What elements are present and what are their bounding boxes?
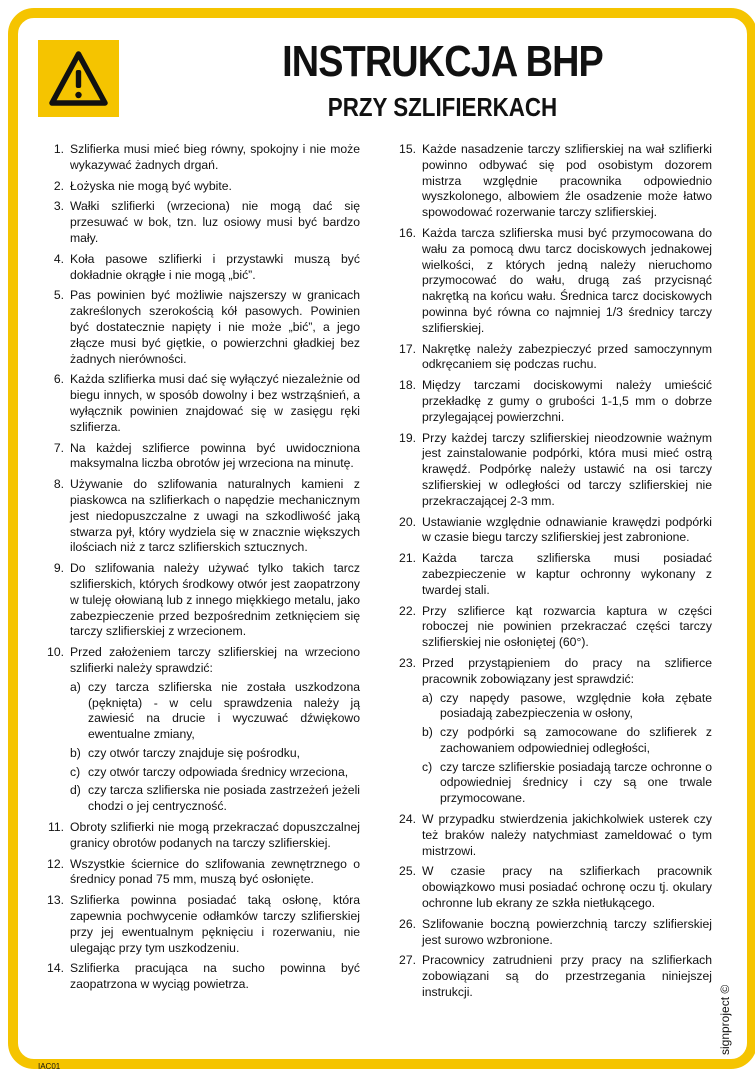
item-number: 15. xyxy=(399,142,416,156)
item-text: Przed przystąpieniem do pracy na szlifierce pracownik zobowiązany jest sprawdzić: xyxy=(422,655,712,686)
item-text: Nakrętkę należy zabezpieczyć przed samoczynnym odkręcaniem się podczas ruchu. xyxy=(422,341,712,372)
sub-item-text: czy napędy pasowe, względnie koła zębate posiadają zabezpieczenia w osłony, xyxy=(440,690,712,721)
instruction-item xyxy=(38,961,360,993)
sub-item-text: czy tarcza szlifierska nie została uszkodzona (pęknięta) - w celu sprawdzenia należy ją zawiesić na drucie i wyczuwać dźwiękowo ewentualne zmiany, xyxy=(88,679,360,742)
item-text: Między tarczami dociskowymi należy umieścić przekładkę z gumy o grubości 1-1,5 mm o dobrze przylegającej powierzchni. xyxy=(422,378,712,424)
item-number: 18. xyxy=(399,378,416,393)
instruction-item xyxy=(38,179,360,195)
instruction-item xyxy=(38,561,360,640)
sub-item-letter: b) xyxy=(70,745,81,760)
item-text: Wszystkie ściernice do szlifowania zewnętrznego o średnicy ponad 75 mm, muszą być osłonięte. xyxy=(70,856,360,887)
item-text: Każde nasadzenie tarczy szlifierskiej na wał szlifierki powinno odbywać się pod osobistym dozorem mistrza względnie pracownika odpowiednio wyszkolonego, albowiem źle osadzenie może łatwo spowodować rozerwanie tarczy szlifierskiej. xyxy=(422,142,712,220)
instruction-item xyxy=(390,656,712,807)
sub-item-text: czy otwór tarczy znajduje się pośrodku, xyxy=(88,745,301,760)
item-text: W przypadku stwierdzenia jakichkolwiek usterek czy też braków należy natychmiast zameldować o tym mistrzowi. xyxy=(422,812,712,858)
item-text: Do szlifowania należy używać tylko takich tarcz szlifierskich, których środkowy otwór jest zaopatrzony w tuleję ołowianą lub z innego miękkiego metalu, jako zabezpieczenie przed bezpośrednim zetknięciem się tarczy szlifierskiej z wrzecionem. xyxy=(70,561,360,639)
item-text: Obroty szlifierki nie mogą przekraczać dopuszczalnej granicy obrotów podanych na tarczy szlifierskiej. xyxy=(70,820,360,850)
page-title: INSTRUKCJA BHP xyxy=(282,37,603,86)
item-text: Przy każdej tarczy szlifierskiej nieodzownie ważnym jest zainstalowanie podpórki, która musi mieć ostrą krawędź. Podpórkę należy ustawić na osi tarczy szlifierskiej w odległości od tarczy szlifierskiej nie przekraczającej 2-3 mm. xyxy=(422,430,712,508)
item-number: 16. xyxy=(399,225,416,240)
item-number: 4. xyxy=(53,251,64,266)
instruction-item xyxy=(38,288,360,367)
instruction-item xyxy=(38,372,360,435)
instruction-item xyxy=(38,857,360,889)
item-text: W czasie pracy na szlifierkach pracownik obowiązkowo musi posiadać ochronę oczu tj. okulary ochronne lub ekrany ze szkła nietłukącego. xyxy=(422,864,712,911)
sub-item-text: czy tarcza szlifierska nie posiada zastrzeżeń jeżeli chodzi o jej centryczność. xyxy=(88,783,360,814)
item-text: Na każdej szlifierce powinna być uwidoczniona maksymalna liczba obrotów jej wrzeciona na minutę. xyxy=(70,440,360,471)
instruction-item xyxy=(38,820,360,852)
instruction-item xyxy=(38,893,360,956)
sub-item-letter: a) xyxy=(422,690,433,705)
sub-item xyxy=(422,725,712,757)
warning-triangle-icon xyxy=(38,40,119,117)
item-text: Szlifierka musi mieć bieg równy, spokojny i nie może wykazywać żadnych drgań. xyxy=(70,142,360,172)
sub-item xyxy=(422,691,712,723)
sub-item xyxy=(70,680,360,743)
sub-item-letter: d) xyxy=(70,783,81,798)
item-number: 2. xyxy=(53,178,64,193)
instruction-item xyxy=(390,953,712,1000)
item-number: 23. xyxy=(399,655,416,670)
sub-item xyxy=(70,783,360,815)
item-text: Pas powinien być możliwie najszerszy w granicach zakreślonych szerokością kół pasowych. Powinien być dostatecznie napięty i nie może „bić”, a jego złącze musi być giętkie, o powierzchni gładkiej bez żadnych nierówności. xyxy=(70,288,360,366)
document-code: IAC01 xyxy=(38,1062,61,1071)
right-column xyxy=(390,142,712,1006)
item-number: 8. xyxy=(53,477,64,492)
sub-item xyxy=(422,760,712,807)
item-number: 25. xyxy=(399,864,416,879)
item-number: 20. xyxy=(399,514,416,529)
instruction-item xyxy=(390,431,712,510)
item-text: Wałki szlifierki (wrzeciona) nie mogą dać się przesuwać w bok, tzn. luz osiowy musi być bardzo mały. xyxy=(70,199,360,245)
item-number: 21. xyxy=(399,551,416,566)
warning-sign xyxy=(38,40,119,117)
item-number: 27. xyxy=(399,953,416,968)
item-text: Szlifowanie boczną powierzchnią tarczy szlifierskiej jest surowo wzbronione. xyxy=(422,916,712,947)
instruction-item xyxy=(390,551,712,598)
instruction-item xyxy=(38,645,360,815)
sub-item-letter: a) xyxy=(70,679,81,694)
item-text: Każda tarcza szlifierska musi być przymocowana do wału za pomocą dwu tarcz dociskowych jednakowej wielkości, z których jedną należy nieruchomo przymocować do wału, drugą zaś przycisnąć nakrętką na końcu wału. Średnica tarcz dociskowych powinna być równa co najmniej 1/3 średnicy tarczy szlifierskiej. xyxy=(422,225,712,335)
item-text: Koła pasowe szlifierki i przystawki muszą być dokładnie okrągłe i nie mogą „bić”. xyxy=(70,251,360,282)
page-subtitle: PRZY SZLIFIERKACH xyxy=(327,92,558,122)
item-number: 26. xyxy=(399,916,416,931)
item-text: Szlifierka powinna posiadać taką osłonę, która zapewnia pochwycenie odłamków tarczy szlifierskiej przy jej ewentualnym pęknięciu i rozerwaniu, nie ulegając przy tym uszkodzeniu. xyxy=(70,893,360,955)
item-number: 13. xyxy=(47,893,64,908)
item-number: 19. xyxy=(399,430,416,445)
sub-item-text: czy podpórki są zamocowane do szlifierek z zachowaniem odpowiedniej odległości, xyxy=(440,725,712,755)
instruction-item xyxy=(38,441,360,473)
left-column xyxy=(38,142,360,998)
instruction-item xyxy=(390,515,712,547)
sub-item-text: czy tarcze szlifierskie posiadają tarcze ochronne o odpowiedniej średnicy i czy są one trwale przymocowane. xyxy=(440,759,712,806)
item-text: Pracownicy zatrudnieni przy pracy na szlifierkach zobowiązani są do przestrzegania niniejszej instrukcji. xyxy=(422,953,712,1000)
item-number: 1. xyxy=(53,142,64,156)
item-number: 9. xyxy=(53,561,64,576)
instruction-item xyxy=(390,917,712,949)
instruction-item xyxy=(38,252,360,284)
instruction-item xyxy=(38,142,360,174)
item-text: Ustawianie względnie odnawianie krawędzi podpórki w czasie biegu tarczy szlifierskiej jest zabronione. xyxy=(422,514,712,545)
sub-item xyxy=(70,765,360,781)
item-number: 5. xyxy=(53,288,64,303)
sub-item-letter: c) xyxy=(422,759,433,774)
sub-item xyxy=(70,746,360,762)
brand-label: signproject © xyxy=(718,984,732,1055)
sub-item-letter: c) xyxy=(70,764,81,779)
instruction-item xyxy=(390,142,712,221)
item-number: 6. xyxy=(53,372,64,387)
instruction-item xyxy=(390,378,712,425)
item-number: 12. xyxy=(47,856,64,871)
item-number: 11. xyxy=(47,820,64,835)
sub-item-text: czy otwór tarczy odpowiada średnicy wrzeciona, xyxy=(88,764,349,779)
item-text: Szlifierka pracująca na sucho powinna być zaopatrzona w wyciąg powietrza. xyxy=(70,961,360,992)
item-number: 14. xyxy=(47,961,64,976)
instruction-item xyxy=(390,226,712,337)
item-text: Łożyska nie mogą być wybite. xyxy=(70,178,232,193)
instruction-item xyxy=(390,604,712,651)
instruction-item xyxy=(390,342,712,374)
instruction-item xyxy=(38,199,360,246)
instruction-item xyxy=(390,864,712,911)
item-text: Przy szlifierce kąt rozwarcia kaptura w części roboczej nie powinien przekraczać części tarczy szlifierskiej nie osłoniętej (60°). xyxy=(422,603,712,650)
item-number: 3. xyxy=(53,199,64,214)
instruction-item xyxy=(38,477,360,556)
item-text: Używanie do szlifowania naturalnych kamieni z piaskowca na szlifierkach o napędzie mechanicznym jest niedopuszczalne z uwagi na szkodliwość jaką stwarza pył, który wydziela się w znacznie większych ilościach niż z tarcz szlifierskich sztucznych. xyxy=(70,477,360,555)
sub-item-letter: b) xyxy=(422,725,433,740)
item-text: Przed założeniem tarczy szlifierskiej na wrzeciono szlifierki należy sprawdzić: xyxy=(70,645,360,675)
instruction-item xyxy=(390,812,712,859)
item-number: 17. xyxy=(399,341,416,356)
item-text: Każda szlifierka musi dać się wyłączyć niezależnie od biegu innych, w sposób dowolny i bez wstrząśnień, a wyłącznik powinien znajdować się w zasięgu ręki szlifierza. xyxy=(70,372,360,434)
item-number: 24. xyxy=(399,812,416,827)
item-number: 10. xyxy=(47,645,64,660)
item-number: 22. xyxy=(399,603,416,618)
item-text: Każda tarcza szlifierska musi posiadać zabezpieczenie w kaptur ochronny wykonany z twardej stali. xyxy=(422,551,712,597)
item-number: 7. xyxy=(53,440,64,455)
